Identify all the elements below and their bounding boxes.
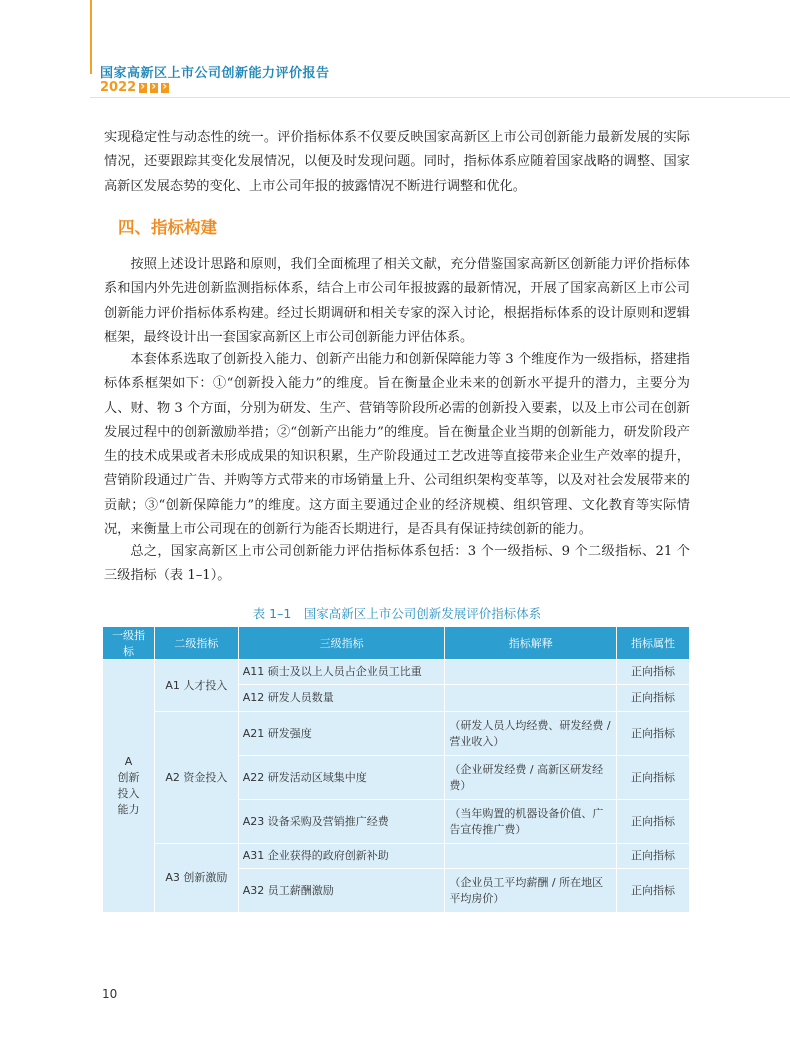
column-header: 三级指标: [238, 627, 445, 660]
paragraph-4: 总之，国家高新区上市公司创新能力评估指标体系包括：3 个一级指标、9 个二级指标、21 个三级指标（表 1–1）。: [104, 544, 690, 584]
paragraph-2: 按照上述设计思路和原则，我们全面梳理了相关文献，充分借鉴国家高新区创新能力评价指标体系和国内外先进创新监测指标体系，结合上市公司年报披露的最新情况，开展了国家高新区上市公司创新能力评价指标体系构建。经过长期调研和相关专家的深入讨论，根据指标体系的设计原则和逻辑框架，最终设计出一套国家高新区上市公司创新能力评估体系。: [104, 257, 690, 345]
explain-cell: [445, 660, 617, 685]
paragraph-3: 本套体系选取了创新投入能力、创新产出能力和创新保障能力等 3 个维度作为一级指标，搭建指标体系框架如下：①“创新投入能力”的维度。旨在衡量企业未来的创新水平提升的潜力，主要分为人、财、物 3 个方面，分别为研发、生产、营销等阶段所必需的创新投入要素，以及上市公司在创新发展过程中的创新激励举措；②“创新产出能力”的维度。旨在衡量企业当期的创新能力，研发阶段产生的技术成果或者未形成成果的知识积累，生产阶段通过工艺改进等直接带来企业生产效率的提升，营销阶段通过广告、并购等方式带来的市场销量上升、公司组织架构变革等，以及对社会发展带来的贡献；③“创新保障能力”的维度。这方面主要通过企业的经济规模、组织管理、文化教育等实际情况，来衡量上市公司现在的创新行为能否长期进行，是否具有保证持续创新的能力。: [104, 352, 690, 538]
indicator-table: [102, 626, 690, 913]
table-row: [103, 844, 690, 869]
level2-cell: A1 人才投入: [154, 660, 238, 712]
header-vertical-rule: [90, 0, 92, 74]
level3-cell: A11 硕士及以上人员占企业员工比重: [238, 660, 445, 685]
column-header: 二级指标: [154, 627, 238, 660]
report-year: [100, 80, 169, 95]
chevron-right-icon: [139, 83, 147, 93]
explain-cell: （研发人员人均经费、研发经费 / 营业收入）: [445, 712, 617, 756]
attr-cell: 正向指标: [617, 685, 690, 712]
chevron-right-icon: [150, 83, 158, 93]
explain-cell: （企业员工平均薪酬 / 所在地区平均房价）: [445, 869, 617, 913]
table-row: [103, 712, 690, 756]
attr-cell: 正向指标: [617, 869, 690, 913]
page-number: 10: [102, 987, 118, 1001]
table-row: [103, 660, 690, 685]
attr-cell: 正向指标: [617, 660, 690, 685]
level3-cell: A21 研发强度: [238, 712, 445, 756]
attr-cell: 正向指标: [617, 800, 690, 844]
explain-cell: （当年购置的机器设备价值、广告宣传推广费）: [445, 800, 617, 844]
column-header: 指标解释: [445, 627, 617, 660]
level3-cell: A31 企业获得的政府创新补助: [238, 844, 445, 869]
explain-cell: [445, 685, 617, 712]
section-heading: 四、指标构建: [118, 218, 217, 237]
explain-cell: （企业研发经费 / 高新区研发经费）: [445, 756, 617, 800]
level2-cell: A3 创新激励: [154, 844, 238, 913]
attr-cell: 正向指标: [617, 844, 690, 869]
level3-cell: A32 员工薪酬激励: [238, 869, 445, 913]
column-header: 指标属性: [617, 627, 690, 660]
attr-cell: 正向指标: [617, 756, 690, 800]
report-title: 国家高新区上市公司创新能力评价报告: [100, 66, 330, 81]
chevron-right-icon: [161, 83, 169, 93]
header-divider: [90, 97, 790, 98]
level1-cell: A 创新 投入 能力: [103, 660, 155, 913]
level3-cell: A23 设备采购及营销推广经费: [238, 800, 445, 844]
level3-cell: A22 研发活动区域集中度: [238, 756, 445, 800]
attr-cell: 正向指标: [617, 712, 690, 756]
paragraph-1: 实现稳定性与动态性的统一。评价指标体系不仅要反映国家高新区上市公司创新能力最新发展的实际情况，还要跟踪其变化发展情况，以便及时发现问题。同时，指标体系应随着国家战略的调整、国家高新区发展态势的变化、上市公司年报的披露情况不断进行调整和优化。: [104, 130, 690, 194]
level3-cell: A12 研发人员数量: [238, 685, 445, 712]
table-header-row: [103, 627, 690, 660]
year-label: 2022: [100, 80, 137, 95]
level2-cell: A2 资金投入: [154, 712, 238, 844]
table-caption: 表 1–1 国家高新区上市公司创新发展评价指标体系: [252, 606, 542, 621]
explain-cell: [445, 844, 617, 869]
column-header: 一级指标: [103, 627, 155, 660]
